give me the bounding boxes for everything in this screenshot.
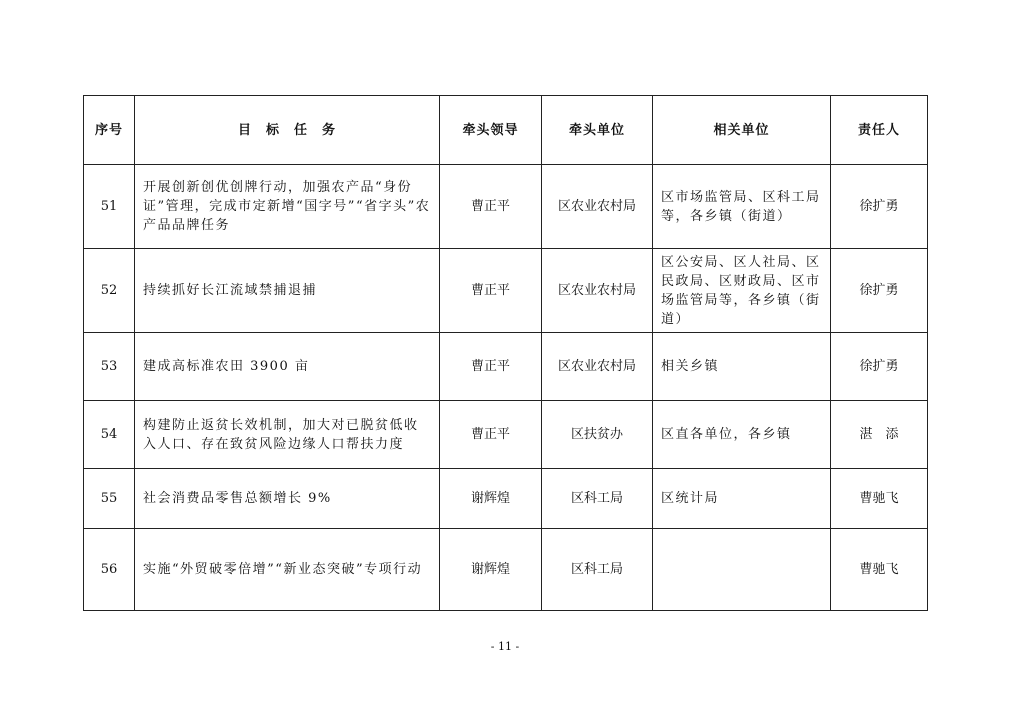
row-task: 实施“外贸破零倍增”“新业态突破”专项行动 [135,529,440,611]
row-task: 构建防止返贫长效机制，加大对已脱贫低收入人口、存在致贫风险边缘人口帮扶力度 [135,401,440,469]
row-lead-unit: 区科工局 [542,469,653,529]
table-row [84,529,928,611]
row-related-units [653,529,831,611]
row-lead-leader: 谢辉煌 [440,529,542,611]
table-row [84,165,928,249]
row-task: 社会消费品零售总额增长 9% [135,469,440,529]
page-number: - 11 - [490,640,520,653]
row-index: 56 [84,529,135,611]
row-responsible: 曹驰飞 [831,529,928,611]
row-index: 55 [84,469,135,529]
row-related-units: 区直各单位，各乡镇 [653,401,831,469]
row-lead-unit: 区科工局 [542,529,653,611]
row-lead-leader: 曹正平 [440,165,542,249]
header-responsible: 责任人 [831,96,928,165]
row-lead-unit: 区农业农村局 [542,333,653,401]
row-lead-leader: 曹正平 [440,249,542,333]
row-lead-unit: 区农业农村局 [542,249,653,333]
table-row [84,401,928,469]
row-responsible: 湛 添 [831,401,928,469]
row-lead-unit: 区农业农村局 [542,165,653,249]
row-task: 建成高标准农田 3900 亩 [135,333,440,401]
row-task: 开展创新创优创牌行动，加强农产品“身份证”管理，完成市定新增“国字号”“省字头”农产品品牌任务 [135,165,440,249]
row-lead-leader: 谢辉煌 [440,469,542,529]
row-responsible: 徐扩勇 [831,249,928,333]
header-lead-leader: 牵头领导 [440,96,542,165]
row-index: 51 [84,165,135,249]
row-related-units: 区统计局 [653,469,831,529]
row-responsible: 徐扩勇 [831,333,928,401]
row-index: 54 [84,401,135,469]
row-related-units: 相关乡镇 [653,333,831,401]
table-row [84,249,928,333]
row-task: 持续抓好长江流域禁捕退捕 [135,249,440,333]
header-lead-unit: 牵头单位 [542,96,653,165]
table-row [84,333,928,401]
row-related-units: 区市场监管局、区科工局等，各乡镇（街道） [653,165,831,249]
row-index: 53 [84,333,135,401]
header-related-units: 相关单位 [653,96,831,165]
table-header-row [84,96,928,165]
table-row [84,469,928,529]
row-lead-leader: 曹正平 [440,333,542,401]
row-responsible: 曹驰飞 [831,469,928,529]
row-index: 52 [84,249,135,333]
task-table [83,95,928,611]
header-index: 序号 [84,96,135,165]
row-responsible: 徐扩勇 [831,165,928,249]
row-related-units: 区公安局、区人社局、区民政局、区财政局、区市场监管局等，各乡镇（街道） [653,249,831,333]
row-lead-unit: 区扶贫办 [542,401,653,469]
header-task: 目 标 任 务 [135,96,440,165]
row-lead-leader: 曹正平 [440,401,542,469]
